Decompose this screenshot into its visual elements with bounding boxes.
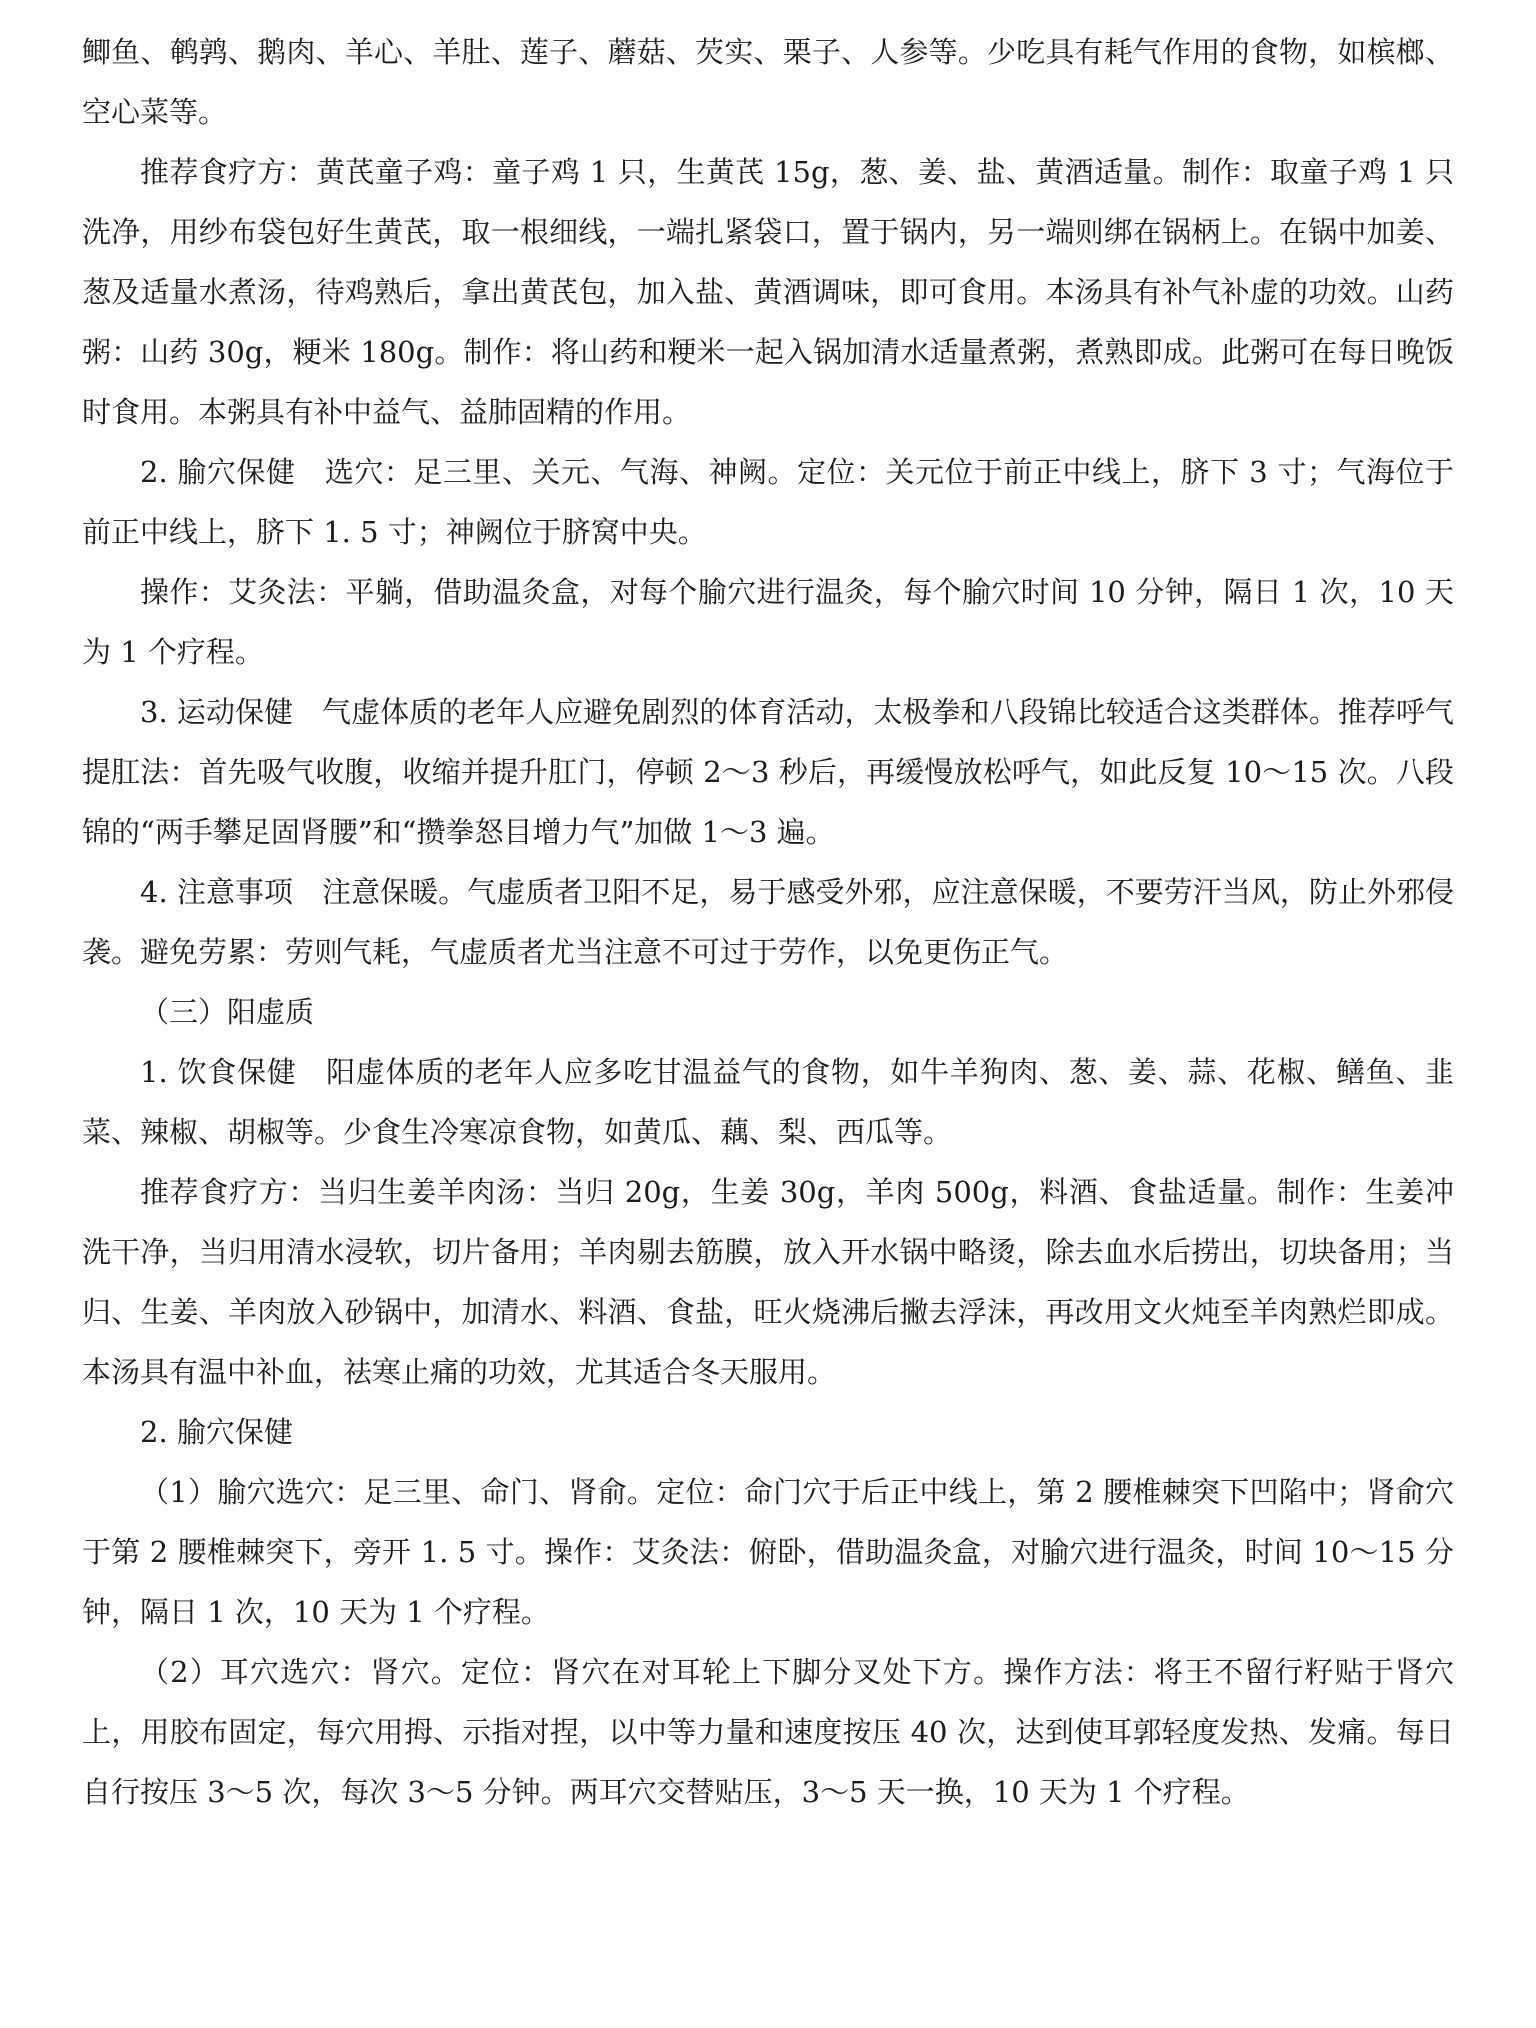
paragraph-acupoint-qixu: 2. 腧穴保健 选穴：足三里、关元、气海、神阙。定位：关元位于前正中线上，脐下 3 寸；气海位于前正中线上，脐下 1. 5 寸；神阙位于脐窝中央。 — [82, 455, 1454, 549]
paragraph-exercise: 3. 运动保健 气虚体质的老年人应避免剧烈的体育活动，太极拳和八段锦比较适合这类群体。推荐呼气提肛法：首先吸气收腹，收缩并提升肛门，停顿 2～3 秒后，再缓慢放松呼气，如此反复 10～15 次。八段锦的“两手攀足固肾腰”和“攒拳怒目增力气”加做 1～3 遍。 — [82, 695, 1454, 849]
paragraph-recipe-huangqi: 推荐食疗方：黄芪童子鸡：童子鸡 1 只，生黄芪 15g，葱、姜、盐、黄酒适量。制作：取童子鸡 1 只洗净，用纱布袋包好生黄芪，取一根细线，一端扎紧袋口，置于锅内，另一端则绑在锅柄上。在锅中加姜、葱及适量水煮汤，待鸡熟后，拿出黄芪包，加入盐、黄酒调味，即可食用。本汤具有补气补虚的功效。山药粥：山药 30g，粳米 180g。制作：将山药和粳米一起入锅加清水适量煮粥，煮熟即成。此粥可在每日晚饭时食用。本粥具有补中益气、益肺固精的作用。 — [82, 155, 1454, 429]
paragraph-recipe-danggui: 推荐食疗方：当归生姜羊肉汤：当归 20g，生姜 30g，羊肉 500g，料酒、食盐适量。制作：生姜冲洗干净，当归用清水浸软，切片备用；羊肉剔去筋膜，放入开水锅中略烫，除去血水后捞出，切块备用；当归、生姜、羊肉放入砂锅中，加清水、料酒、食盐，旺火烧沸后撇去浮沫，再改用文火炖至羊肉熟烂即成。本汤具有温中补血，祛寒止痛的功效，尤其适合冬天服用。 — [82, 1175, 1454, 1389]
paragraph-moxibustion: 操作：艾灸法：平躺，借助温灸盒，对每个腧穴进行温灸，每个腧穴时间 10 分钟，隔日 1 次，10 天为 1 个疗程。 — [82, 575, 1454, 669]
paragraph-continuation: 鲫鱼、鹌鹑、鹅肉、羊心、羊肚、莲子、蘑菇、芡实、栗子、人参等。少吃具有耗气作用的食物，如槟榔、空心菜等。 — [82, 35, 1454, 129]
paragraph-precautions: 4. 注意事项 注意保暖。气虚质者卫阳不足，易于感受外邪，应注意保暖，不要劳汗当风，防止外邪侵袭。避免劳累：劳则气耗，气虚质者尤当注意不可过于劳作，以免更伤正气。 — [82, 875, 1454, 969]
paragraph-acupoint-selection: （1）腧穴选穴：足三里、命门、肾俞。定位：命门穴于后正中线上，第 2 腰椎棘突下凹陷中；肾俞穴于第 2 腰椎棘突下，旁开 1. 5 寸。操作：艾灸法：俯卧，借助温灸盒，对腧穴进行温灸，时间 10～15 分钟，隔日 1 次，10 天为 1 个疗程。 — [82, 1475, 1454, 1629]
section-heading-yangxu: （三）阳虚质 — [140, 995, 315, 1029]
paragraph-ear-acupoint: （2）耳穴选穴：肾穴。定位：肾穴在对耳轮上下脚分叉处下方。操作方法：将王不留行籽贴于肾穴上，用胶布固定，每穴用拇、示指对捏，以中等力量和速度按压 40 次，达到使耳郭轻度发热、发痛。每日自行按压 3～5 次，每次 3～5 分钟。两耳穴交替贴压，3～5 天一换，10 天为 1 个疗程。 — [82, 1655, 1454, 1809]
paragraph-diet-yangxu: 1. 饮食保健 阳虚体质的老年人应多吃甘温益气的食物，如牛羊狗肉、葱、姜、蒜、花椒、鳝鱼、韭菜、辣椒、胡椒等。少食生冷寒凉食物，如黄瓜、藕、梨、西瓜等。 — [82, 1055, 1454, 1149]
subheading-acupoint-care: 2. 腧穴保健 — [140, 1415, 293, 1449]
